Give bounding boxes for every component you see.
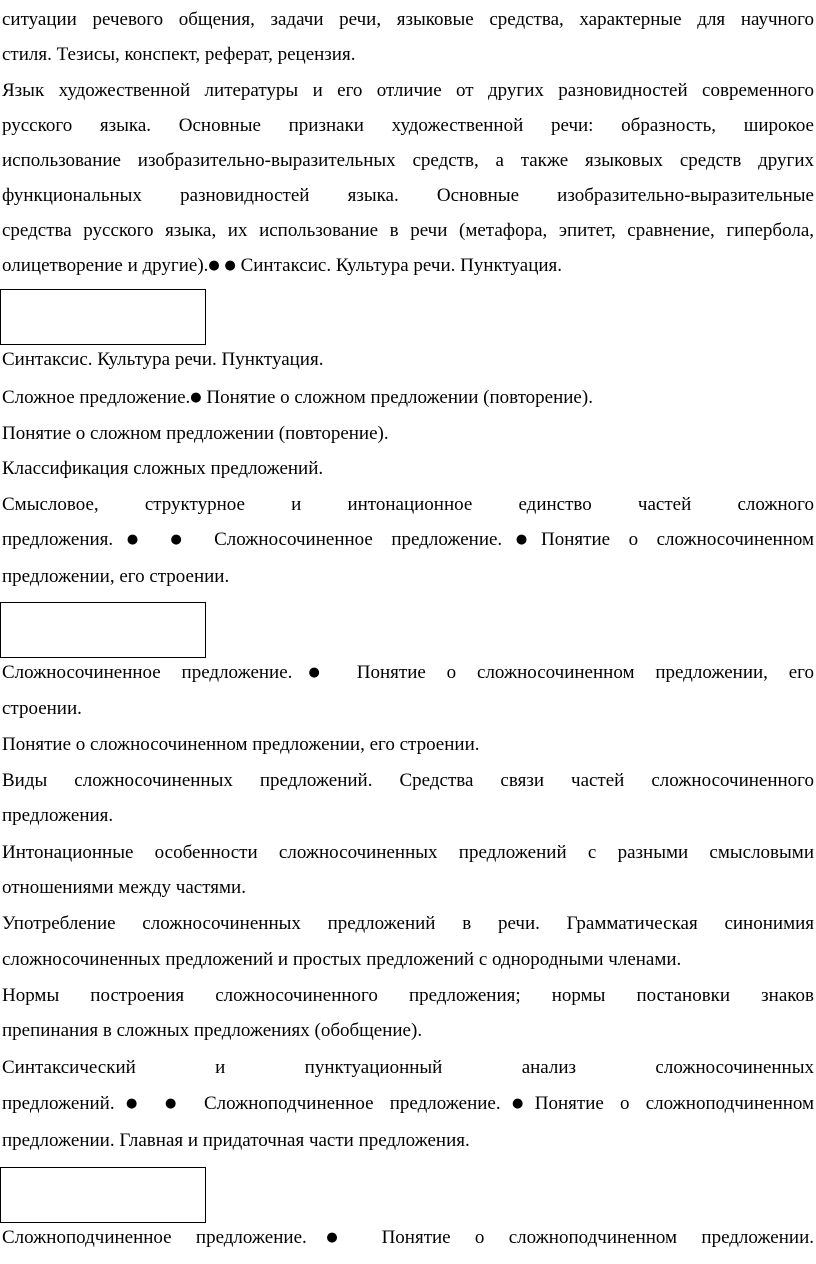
text-span: строении. bbox=[2, 699, 82, 719]
text-span: Понятие о сложносочиненном предложении, его bbox=[335, 663, 814, 683]
text-span: о bbox=[628, 530, 639, 550]
image-placeholder bbox=[0, 289, 206, 345]
text-line bbox=[2, 1228, 814, 1248]
text-span: препинания в сложных предложениях (обобщение). bbox=[2, 1021, 423, 1041]
text-line bbox=[2, 1131, 814, 1151]
text-line bbox=[2, 1021, 814, 1041]
text-span: Синтаксический и пунктуационный анализ сложносочиненных bbox=[2, 1058, 814, 1078]
text-span: ситуации речевого общения, задачи речи, языковые средства, характерные для научного bbox=[2, 10, 814, 30]
bullet-icon: ● bbox=[164, 1096, 188, 1111]
text-span: предложения. bbox=[2, 530, 114, 550]
text-span: предложений. bbox=[2, 1094, 115, 1114]
bullet-icon: ● bbox=[114, 1096, 149, 1111]
text-span: функциональных разновидностей языка. Основные изобразительно-выразительные bbox=[2, 186, 814, 206]
text-span: предложение. bbox=[389, 1094, 501, 1114]
text-span: предложение. bbox=[391, 530, 503, 550]
text-span: сложносочиненных предложений и простых предложений с однородными членами. bbox=[2, 950, 682, 970]
text-line bbox=[2, 10, 814, 30]
text-span: Сложноподчиненное предложение. bbox=[2, 1228, 307, 1248]
text-span: предложении. Главная и придаточная части предложения. bbox=[2, 1131, 470, 1151]
text-span: Язык художественной литературы и его отличие от других разновидностей современного bbox=[2, 81, 814, 101]
text-span: отношениями между частями. bbox=[2, 878, 246, 898]
text-line bbox=[2, 878, 814, 898]
text-span: Понятие о сложном предложении (повторение). bbox=[201, 388, 593, 408]
bullet-icon: ● bbox=[502, 532, 542, 547]
text-line bbox=[2, 663, 814, 683]
text-span: Синтаксис. Культура речи. Пунктуация. bbox=[240, 256, 563, 276]
text-span: о bbox=[620, 1094, 630, 1114]
text-span: сложноподчиненном bbox=[645, 1094, 814, 1114]
text-line bbox=[2, 986, 814, 1006]
text-span: использование изобразительно-выразительных средств, а также языковых средств других bbox=[2, 151, 814, 171]
text-span: Сложносочиненное предложение. bbox=[2, 663, 293, 683]
text-line bbox=[2, 81, 814, 101]
text-span: Классификация сложных предложений. bbox=[2, 459, 324, 479]
image-placeholder bbox=[0, 1167, 206, 1223]
image-placeholder bbox=[0, 602, 206, 658]
text-span: Понятие bbox=[534, 1094, 604, 1114]
text-line bbox=[2, 806, 814, 826]
text-span: Употребление сложносочиненных предложений в речи. Грамматическая синонимия bbox=[2, 914, 814, 934]
bullet-icon: ● bbox=[224, 258, 236, 273]
text-span: Понятие о сложном предложении (повторение). bbox=[2, 424, 389, 444]
bullet-icon: ● bbox=[292, 665, 336, 680]
text-line bbox=[2, 459, 814, 479]
text-span: Смысловое, структурное и интонационное единство частей сложного bbox=[2, 495, 814, 515]
text-span: Понятие bbox=[541, 530, 611, 550]
text-span: предложении, его строении. bbox=[2, 567, 230, 587]
text-line bbox=[2, 530, 814, 550]
text-line bbox=[2, 388, 814, 408]
text-line bbox=[2, 424, 814, 444]
text-span: Понятие о сложносочиненном предложении, его строении. bbox=[2, 735, 480, 755]
text-line bbox=[2, 1094, 814, 1114]
text-span: Синтаксис. Культура речи. Пунктуация. bbox=[2, 350, 324, 370]
text-span: Понятие о сложноподчиненном предложении. bbox=[357, 1228, 814, 1248]
text-span: сложносочиненном bbox=[656, 530, 814, 550]
text-span: олицетворение и другие). bbox=[2, 256, 209, 276]
text-span: Нормы построения сложносочиненного предложения; нормы постановки знаков bbox=[2, 986, 814, 1006]
text-line bbox=[2, 950, 814, 970]
text-line bbox=[2, 116, 814, 136]
text-span: Интонационные особенности сложносочиненных предложений с разными смысловыми bbox=[2, 843, 814, 863]
text-line bbox=[2, 186, 814, 206]
text-span: предложения. bbox=[2, 806, 114, 826]
text-line bbox=[2, 567, 814, 587]
text-line bbox=[2, 256, 814, 276]
text-line bbox=[2, 1058, 814, 1078]
text-span: Сложное предложение. bbox=[2, 388, 191, 408]
bullet-icon: ● bbox=[113, 532, 153, 547]
text-span: русского языка. Основные признаки художественной речи: образность, широкое bbox=[2, 116, 814, 136]
bullet-icon: ● bbox=[190, 390, 202, 405]
bullet-icon: ● bbox=[208, 258, 220, 273]
text-line bbox=[2, 843, 814, 863]
text-line bbox=[2, 151, 814, 171]
text-line bbox=[2, 221, 814, 241]
text-line bbox=[2, 914, 814, 934]
text-line bbox=[2, 735, 814, 755]
text-span: средства русского языка, их использование в речи (метафора, эпитет, сравнение, гипербола, bbox=[2, 221, 814, 241]
bullet-icon: ● bbox=[500, 1096, 535, 1111]
text-span: Сложносочиненное bbox=[214, 530, 373, 550]
bullet-icon: ● bbox=[306, 1230, 358, 1245]
text-line bbox=[2, 350, 814, 370]
text-line bbox=[2, 699, 814, 719]
text-span: стиля. Тезисы, конспект, реферат, рецензия. bbox=[2, 45, 356, 65]
text-span: Сложноподчиненное bbox=[203, 1094, 374, 1114]
text-line bbox=[2, 45, 814, 65]
text-line bbox=[2, 495, 814, 515]
bullet-icon: ● bbox=[170, 532, 196, 547]
text-span: Виды сложносочиненных предложений. Средства связи частей сложносочиненного bbox=[2, 771, 814, 791]
text-line bbox=[2, 771, 814, 791]
